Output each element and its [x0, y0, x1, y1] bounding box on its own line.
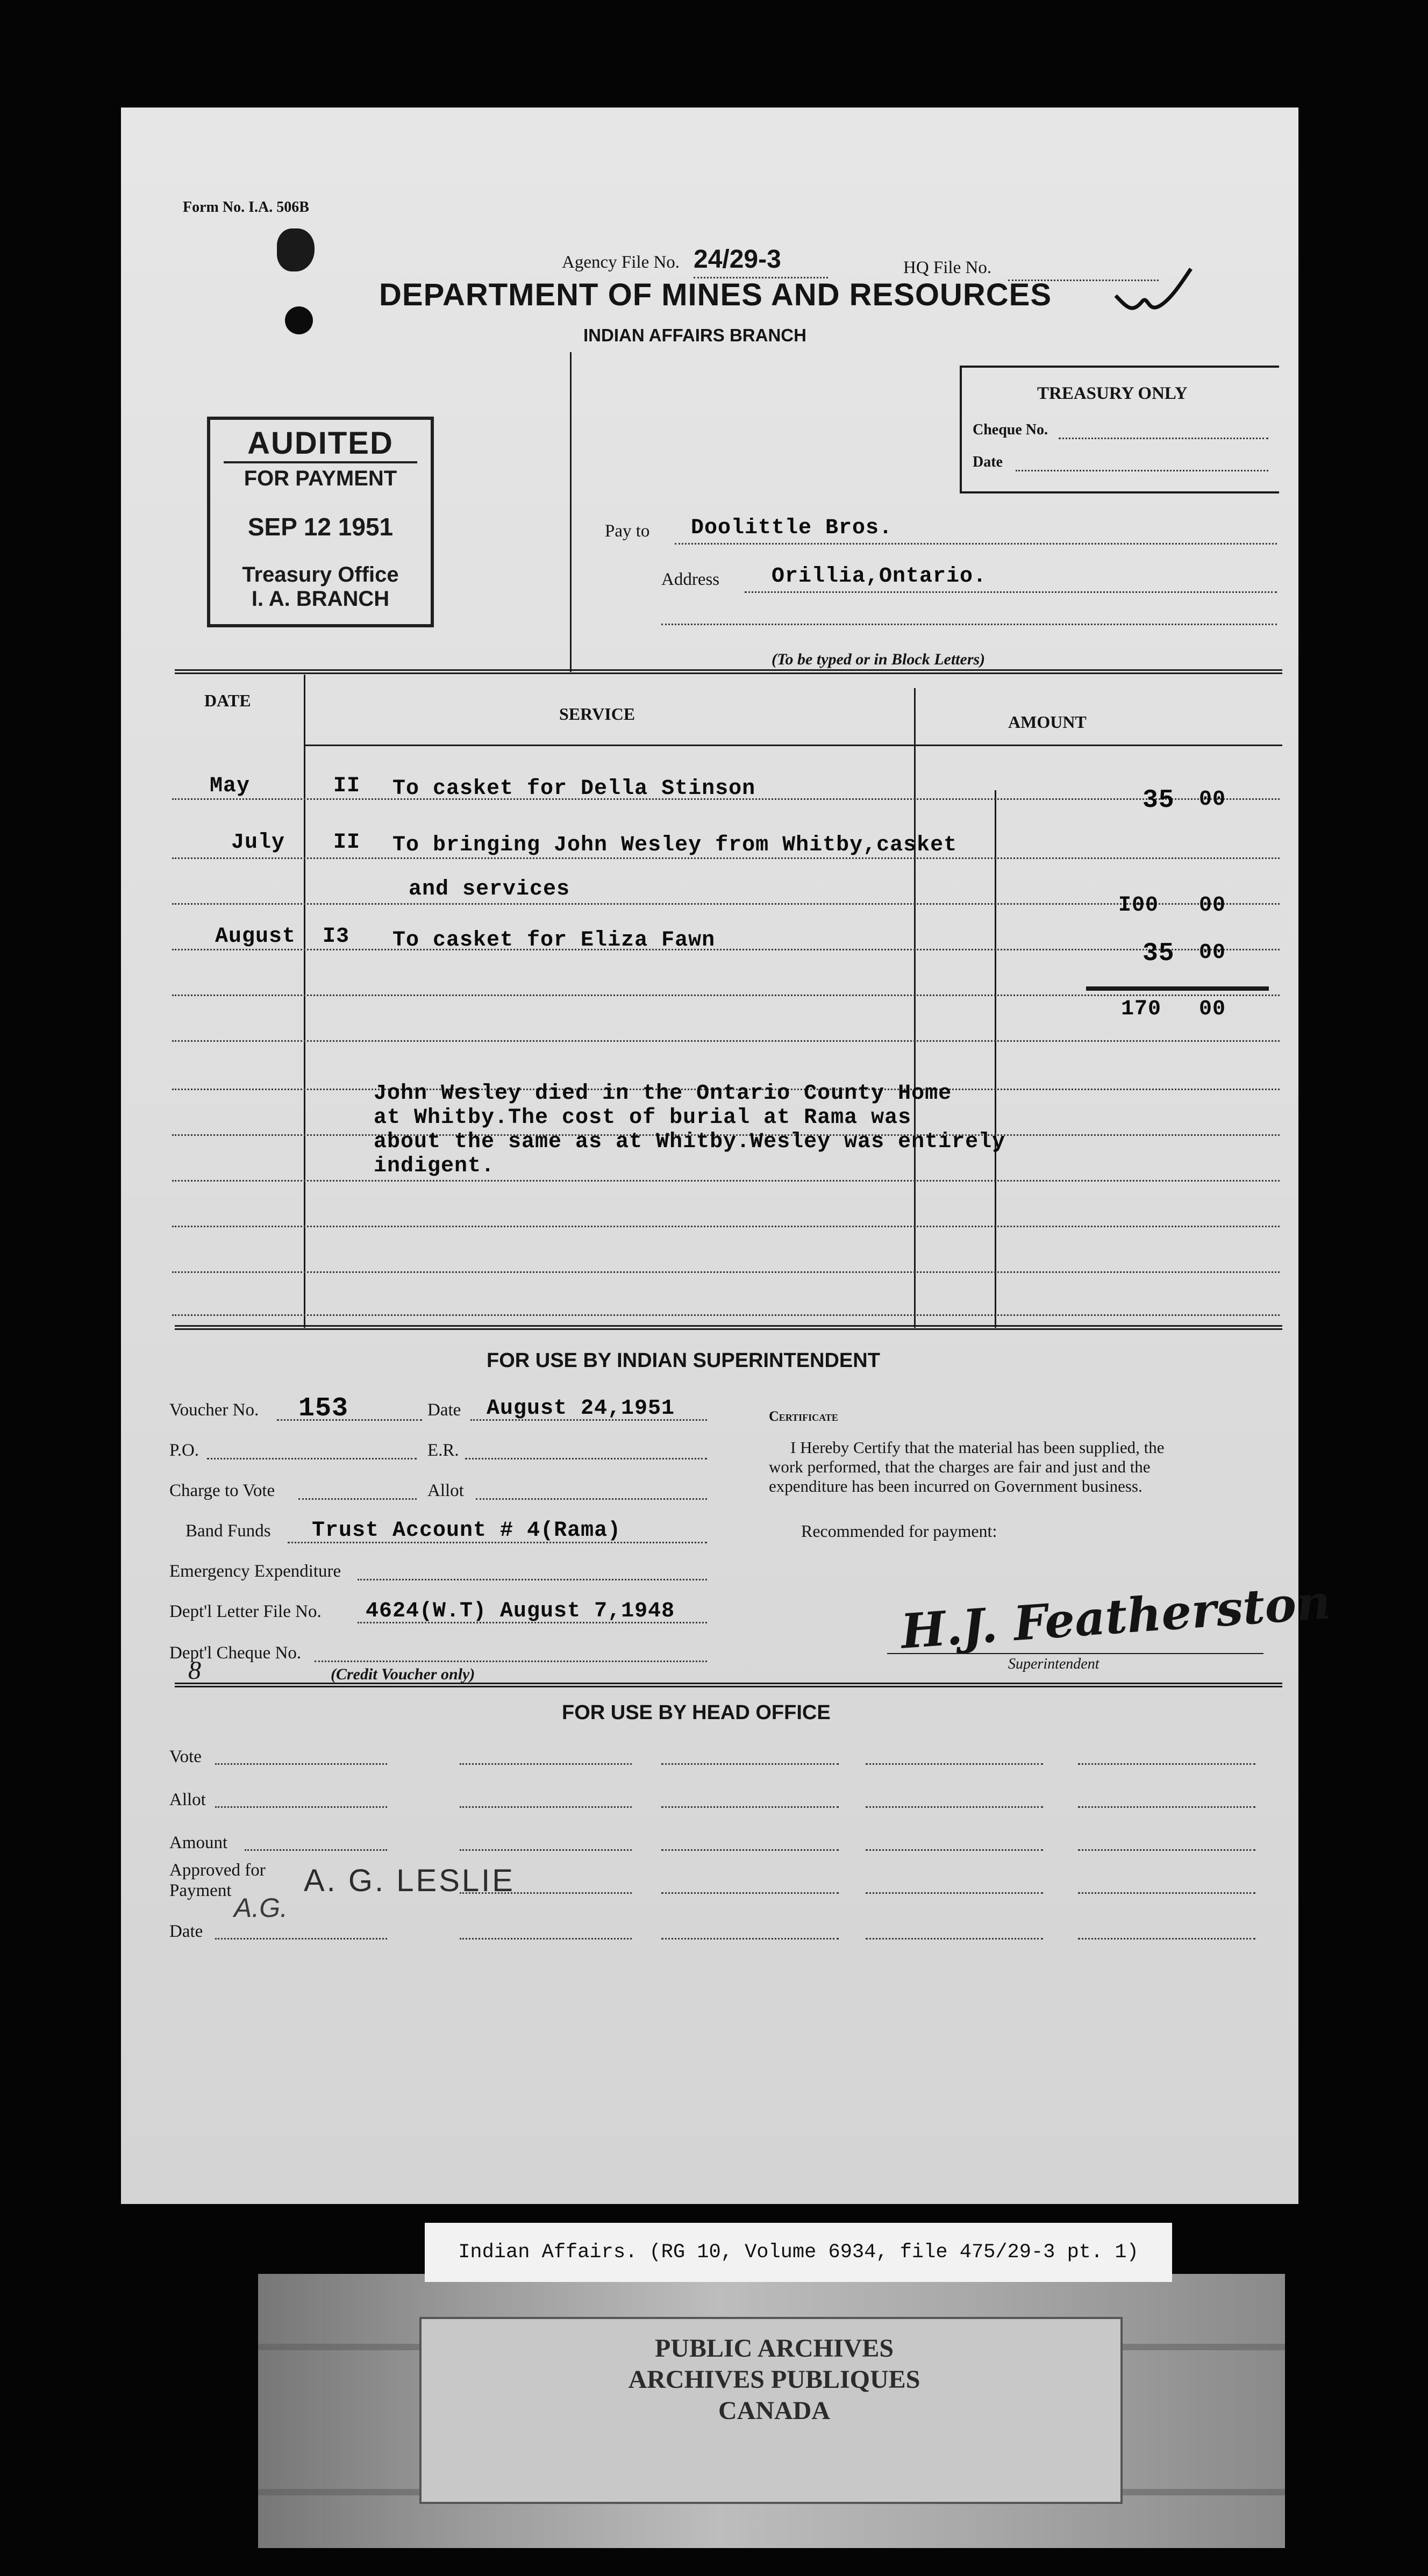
- approved-label: Approved for Payment: [169, 1861, 266, 1900]
- block-letters-note: (To be typed or in Block Letters): [772, 650, 986, 668]
- row3-cents: 00: [1199, 893, 1226, 918]
- agency-file-value: 24/29-3: [694, 245, 781, 274]
- row4-month: August: [215, 925, 296, 949]
- row2-month: July: [231, 831, 285, 855]
- note-line-3: about the same as at Whitby.Wesley was entirely: [374, 1130, 1006, 1154]
- row4-day: I3: [323, 925, 350, 949]
- total-cents: 00: [1199, 997, 1226, 1021]
- band-funds-value: Trust Account # 4(Rama): [312, 1519, 622, 1543]
- department-title: DEPARTMENT OF MINES AND RESOURCES: [379, 277, 1052, 312]
- total-dollars: 170: [1121, 997, 1162, 1021]
- archive-box: [258, 2274, 1285, 2548]
- superintendent-section-title: FOR USE BY INDIAN SUPERINTENDENT: [487, 1349, 880, 1372]
- row1-service: To casket for Della Stinson: [392, 777, 756, 801]
- row1-day: II: [333, 774, 361, 798]
- public-archives-stamp: PUBLIC ARCHIVES ARCHIVES PUBLIQUES CANADA: [628, 2334, 920, 2425]
- treasury-only-box: TREASURY ONLY Cheque No. Date: [960, 366, 1279, 493]
- row4-dollars: 35: [1143, 939, 1175, 968]
- audit-date: SEP 12 1951: [247, 513, 394, 541]
- date-header: DATE: [204, 691, 251, 710]
- row4-cents: 00: [1199, 941, 1226, 965]
- pay-to-value: Doolittle Bros.: [691, 516, 893, 540]
- row3-dollars: I00: [1118, 893, 1159, 918]
- superintendent-title: Superintendent: [1008, 1656, 1099, 1672]
- punch-hole-icon: [285, 306, 313, 334]
- service-header: SERVICE: [559, 704, 636, 724]
- agency-file-label: Agency File No.: [562, 253, 680, 272]
- row2-service: To bringing John Wesley from Whitby,casket: [392, 833, 958, 857]
- letter-file-value: 4624(W.T) August 7,1948: [366, 1599, 675, 1623]
- note-line-4: indigent.: [374, 1154, 495, 1178]
- check-mark-icon: [1110, 263, 1196, 323]
- archive-reference-label: Indian Affairs. (RG 10, Volume 6934, file 475/29-3 pt. 1): [425, 2223, 1172, 2282]
- audited-stamp: AUDITED FOR PAYMENT SEP 12 1951 Treasury Office I. A. BRANCH: [207, 417, 434, 627]
- superintendent-signature: H.J. Featherston: [899, 1573, 1333, 1659]
- certificate-text: I Hereby Certify that the material has been supplied, the work performed, that the charges are fair and just and the expenditure has been incurred on Government business.: [769, 1438, 1165, 1495]
- voucher-document: Form No. I.A. 506B Agency File No. 24/29-3 HQ File No. DEPARTMENT OF MINES AND RESOURCES INDIAN AFFAIRS BRANCH AUDITED FOR PAYMENT SEP 12 1951 Treasury Office I. A. BRANCH TREASURY ONLY Cheque No. Date Pay to Doolittle Bros. Address Orillia,Ontario. (To be typed or in Block Letters) DATE SERVICE AMOUNT May II To casket for Della Stinson 35 00 July II To bringing John Wesley from Whitby,casket and services I00 00 August I3 To casket for Eliza Fawn 35 00 170 00 John Wesley died in the Ontario County Home at Whitby.The cost of burial at Rama was about the same as at Whitby.Wesley was entirely indigent. FOR USE BY INDIAN SUPERINTENDENT Voucher No. 153 Date August 24,1951 P.O. E.R. Charge to Vote Allot Band Funds Trust Account # 4(Rama) Emergency Expenditure Dept'l Letter File No. 4624(W.T) August 7,1948 Dept'l Cheque No. 8 (Credit Voucher only) Certificate I Hereby Certify that the material has been supplied, the work performed, that the charges are fair and just and the expenditure has been incurred on Government business. Recommended for payment: H.J. Featherston Superintendent FOR USE BY HEAD OFFICE Vote Allot Amount Approved for Payment A. G. LESLIE A.G. Date: [121, 108, 1298, 2204]
- voucher-date: August 24,1951: [487, 1397, 675, 1421]
- credit-voucher-note: (Credit Voucher only): [331, 1665, 475, 1683]
- row1-cents: 00: [1199, 788, 1226, 812]
- note-line-1: John Wesley died in the Ontario County Home: [374, 1082, 952, 1106]
- approved-stamp: A. G. LESLIE: [304, 1863, 515, 1898]
- recommended-label: Recommended for payment:: [801, 1521, 997, 1541]
- row3-service: and services: [409, 877, 570, 901]
- ink-blot: [277, 228, 315, 271]
- row1-month: May: [210, 774, 251, 798]
- address-label: Address: [661, 570, 720, 589]
- address-value: Orillia,Ontario.: [772, 564, 987, 589]
- row4-service: To casket for Eliza Fawn: [392, 928, 716, 953]
- note-line-2: at Whitby.The cost of burial at Rama was: [374, 1106, 912, 1130]
- head-office-title: FOR USE BY HEAD OFFICE: [562, 1701, 831, 1724]
- pay-to-label: Pay to: [605, 521, 650, 541]
- branch-title: INDIAN AFFAIRS BRANCH: [583, 325, 806, 345]
- cheque-mark: 8: [188, 1656, 201, 1685]
- voucher-number: 153: [298, 1393, 349, 1424]
- form-number: Form No. I.A. 506B: [183, 199, 309, 216]
- approved-initials: A.G.: [234, 1893, 288, 1923]
- hq-file-label: HQ File No.: [903, 258, 992, 277]
- row1-dollars: 35: [1143, 786, 1175, 815]
- row2-day: II: [333, 831, 361, 855]
- amount-header: AMOUNT: [1008, 712, 1087, 732]
- certificate-title: Certificate: [769, 1408, 838, 1424]
